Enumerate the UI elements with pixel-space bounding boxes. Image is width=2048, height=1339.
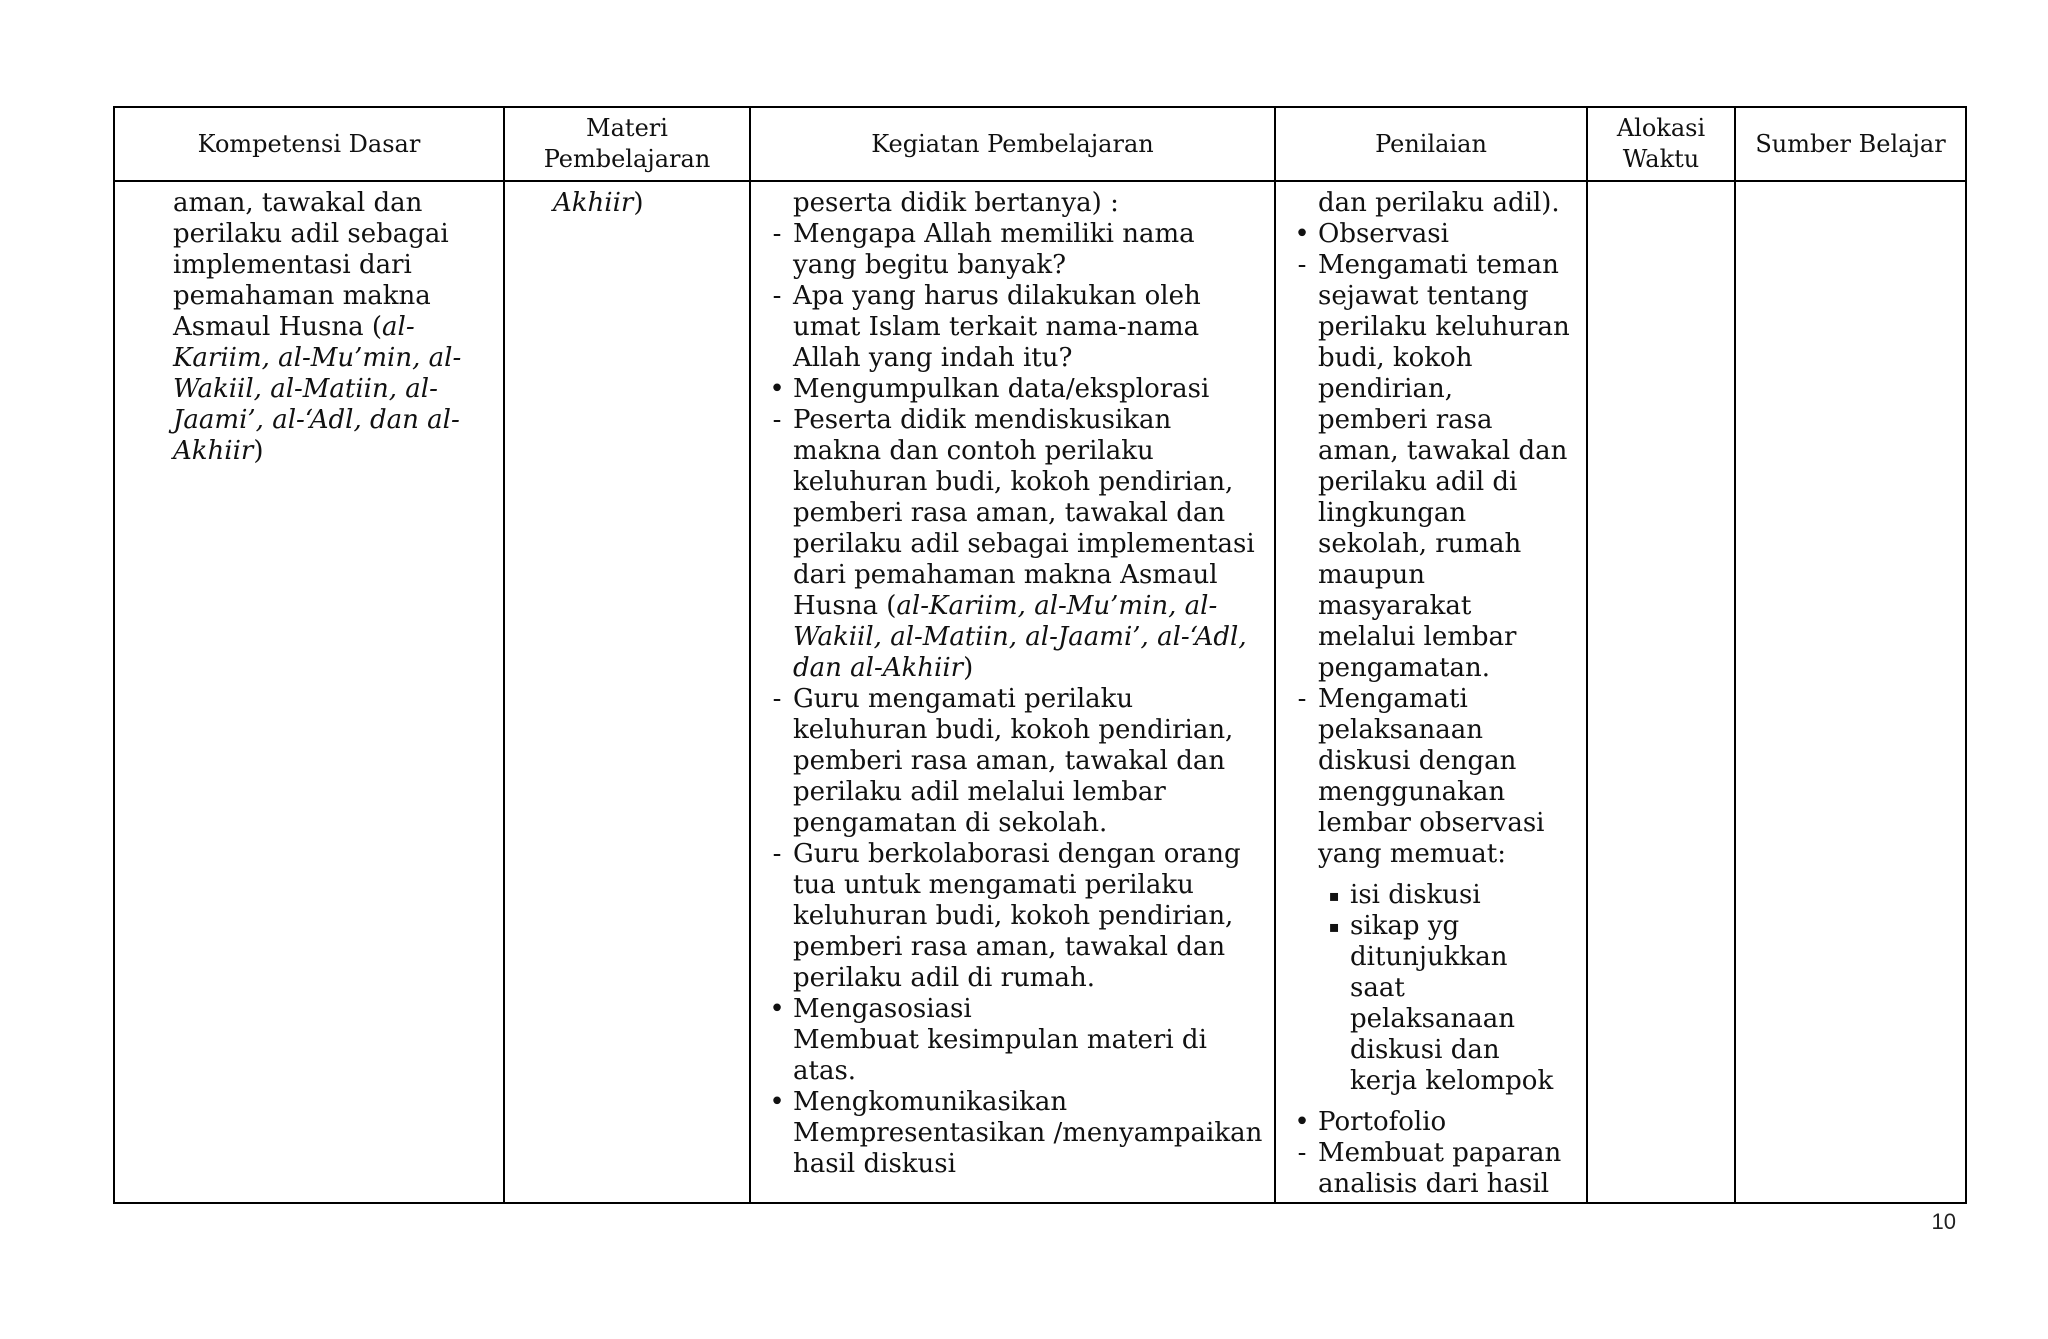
table-row xyxy=(114,181,1966,1203)
list-item: - Membuat paparan analisis dari hasil xyxy=(1297,1138,1562,1199)
list-item: • Mengumpulkan data/eksplorasi xyxy=(769,374,1210,404)
list-item: - Apa yang harus dilakukan oleh umat Islam terkait nama-nama Allah yang indah itu? xyxy=(772,281,1201,373)
list-item: • Mengkomunikasikan Mempresentasikan /menyampaikan hasil diskusi xyxy=(769,1087,1263,1179)
materi-text: Akhiir) xyxy=(553,188,644,218)
list-item: - Peserta didik mendiskusikan makna dan contoh perilaku keluhuran budi, kokoh pendirian, pemberi rasa aman, tawakal dan perilaku adil sebagai implementasi dari pemahaman makna Asmaul Husna (al-Kariim, al-Mu’min, al-Wakiil, al-Matiin, al-Jaami’, al-‘Adl, dan al-Akhiir) xyxy=(772,405,1255,683)
list-item: - Mengamati pelaksanaan diskusi dengan menggunakan lembar observasi yang memuat: xyxy=(1297,684,1545,869)
list-item: - Guru berkolaborasi dengan orang tua untuk mengamati perilaku keluhuran budi, kokoh pendirian, pemberi rasa aman, tawakal dan perilaku adil di rumah. xyxy=(772,839,1241,993)
header-kompetensi-dasar: Kompetensi Dasar xyxy=(114,107,504,181)
syllabus-table xyxy=(113,106,1967,1204)
cell-alokasi-waktu xyxy=(1587,181,1735,1203)
list-item: • Observasi xyxy=(1294,219,1449,249)
header-materi-pembelajaran: Materi Pembelajaran xyxy=(504,107,750,181)
cell-kegiatan xyxy=(750,181,1275,1203)
header-alokasi-waktu: Alokasi Waktu xyxy=(1587,107,1735,181)
cell-materi xyxy=(504,181,750,1203)
table-header-row xyxy=(114,107,1966,181)
page-number: 10 xyxy=(1931,1209,1956,1234)
header-sumber-belajar: Sumber Belajar xyxy=(1735,107,1966,181)
list-item: • Mengasosiasi Membuat kesimpulan materi di atas. xyxy=(769,994,1207,1086)
cell-sumber-belajar xyxy=(1735,181,1966,1203)
list-item: - Mengapa Allah memiliki nama yang begitu banyak? xyxy=(772,219,1195,280)
kompetensi-text: aman, tawakal dan perilaku adil sebagai implementasi dari pemahaman makna Asmaul Husna (al-Kariim, al-Mu’min, al-Wakiil, al-Matiin, al-Jaami’, al-‘Adl, dan al-Akhiir) xyxy=(173,188,462,466)
header-kegiatan-pembelajaran: Kegiatan Pembelajaran xyxy=(750,107,1275,181)
penilaian-intro: dan perilaku adil). xyxy=(1318,188,1560,218)
kegiatan-intro: peserta didik bertanya) : xyxy=(793,188,1119,218)
list-item: ▪ sikap yg ditunjukkan saat pelaksanaan diskusi dan kerja kelompok xyxy=(1328,911,1554,1096)
list-item: ▪ isi diskusi xyxy=(1328,880,1481,910)
list-item: • Portofolio xyxy=(1294,1107,1447,1137)
cell-kompetensi-dasar xyxy=(114,181,504,1203)
list-item: - Guru mengamati perilaku keluhuran budi, kokoh pendirian, pemberi rasa aman, tawakal dan perilaku adil melalui lembar pengamatan di sekolah. xyxy=(772,684,1234,838)
header-penilaian: Penilaian xyxy=(1275,107,1587,181)
cell-penilaian xyxy=(1275,181,1587,1203)
list-item: - Mengamati teman sejawat tentang perilaku keluhuran budi, kokoh pendirian, pemberi rasa aman, tawakal dan perilaku adil di lingkungan sekolah, rumah maupun masyarakat melalui lembar pengamatan. xyxy=(1297,250,1570,683)
